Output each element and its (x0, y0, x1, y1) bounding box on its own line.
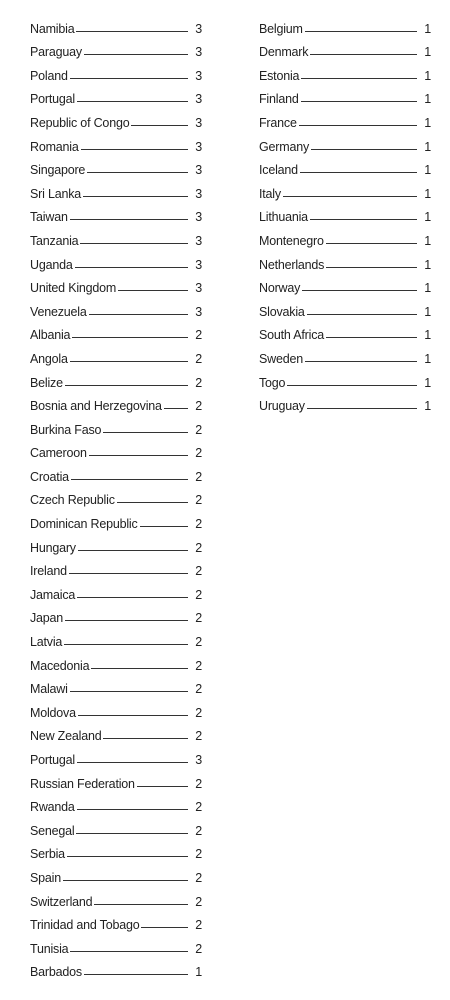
country-name: Slovakia (259, 304, 305, 319)
country-name: Serbia (30, 847, 65, 862)
country-count: 2 (195, 682, 202, 697)
leader-line (141, 927, 188, 928)
country-row (30, 248, 202, 272)
country-name: Angola (30, 351, 68, 366)
leader-line (77, 101, 188, 102)
country-name: Moldova (30, 705, 76, 720)
country-name: Barbados (30, 965, 82, 980)
leader-line (140, 526, 188, 527)
leader-line (81, 149, 188, 150)
leader-line (307, 408, 417, 409)
country-row (30, 956, 202, 980)
country-count: 1 (424, 399, 431, 414)
country-count: 1 (424, 304, 431, 319)
country-row (30, 36, 202, 60)
leader-line (77, 597, 188, 598)
country-count: 2 (195, 611, 202, 626)
leader-line (118, 290, 188, 291)
leader-line (103, 432, 188, 433)
country-row (30, 177, 202, 201)
leader-line (67, 856, 188, 857)
country-count: 2 (195, 375, 202, 390)
leader-line (77, 809, 188, 810)
leader-line (301, 78, 417, 79)
country-name: Sri Lanka (30, 186, 82, 201)
leader-line (70, 219, 188, 220)
leader-line (76, 833, 188, 834)
country-row (30, 106, 202, 130)
country-count: 2 (195, 587, 202, 602)
country-row (30, 342, 202, 366)
country-count: 2 (195, 446, 202, 461)
country-name: Tanzania (30, 233, 79, 248)
country-count: 2 (195, 422, 202, 437)
country-row (30, 649, 202, 673)
country-name: Taiwan (30, 210, 68, 225)
country-row (259, 154, 431, 178)
country-name: Russian Federation (30, 776, 135, 791)
leader-line (307, 314, 417, 315)
country-row (30, 390, 202, 414)
country-count: 2 (195, 399, 202, 414)
leader-line (78, 550, 188, 551)
country-name: Iceland (259, 163, 298, 178)
country-row (259, 390, 431, 414)
country-name: Senegal (30, 823, 75, 838)
country-name: Togo (259, 375, 286, 390)
country-name: Croatia (30, 469, 69, 484)
country-name: Belize (30, 375, 63, 390)
country-row (259, 248, 431, 272)
left-country-column (30, 12, 202, 979)
country-row (259, 366, 431, 390)
country-row (30, 838, 202, 862)
country-count: 1 (424, 139, 431, 154)
country-name: France (259, 115, 297, 130)
country-row (30, 83, 202, 107)
country-count: 1 (424, 21, 431, 36)
country-name: Cameroon (30, 446, 87, 461)
leader-line (103, 738, 188, 739)
leader-line (71, 479, 188, 480)
country-row (30, 861, 202, 885)
country-count: 2 (195, 847, 202, 862)
country-count: 1 (424, 68, 431, 83)
country-name: Czech Republic (30, 493, 115, 508)
leader-line (72, 337, 188, 338)
leader-line (69, 573, 188, 574)
leader-line (131, 125, 188, 126)
country-name: Estonia (259, 68, 300, 83)
country-name: Italy (259, 186, 281, 201)
leader-line (76, 31, 188, 32)
country-name: Sweden (259, 351, 303, 366)
leader-line (70, 78, 188, 79)
leader-line (311, 149, 417, 150)
country-name: Bosnia and Herzegovina (30, 399, 162, 414)
country-count: 2 (195, 469, 202, 484)
country-count: 1 (424, 257, 431, 272)
country-count: 2 (195, 705, 202, 720)
leader-line (63, 880, 188, 881)
leader-line (310, 54, 417, 55)
country-name: Tunisia (30, 941, 69, 956)
country-row (30, 154, 202, 178)
leader-line (326, 243, 417, 244)
country-row (30, 460, 202, 484)
country-count: 1 (424, 45, 431, 60)
country-name: Denmark (259, 45, 309, 60)
country-count: 2 (195, 870, 202, 885)
country-name: South Africa (259, 328, 325, 343)
country-name: New Zealand (30, 729, 102, 744)
country-name: Belgium (259, 21, 303, 36)
leader-line (84, 54, 188, 55)
country-row (30, 507, 202, 531)
country-name: Finland (259, 92, 299, 107)
leader-line (77, 762, 188, 763)
country-name: Ireland (30, 564, 67, 579)
country-count: 3 (195, 45, 202, 60)
leader-line (164, 408, 188, 409)
country-row (30, 437, 202, 461)
country-count: 1 (424, 328, 431, 343)
country-count: 2 (195, 493, 202, 508)
country-name: Jamaica (30, 587, 76, 602)
country-name: Macedonia (30, 658, 90, 673)
country-row (30, 12, 202, 36)
leader-line (65, 385, 188, 386)
country-row (259, 36, 431, 60)
country-row (259, 224, 431, 248)
country-name: Hungary (30, 540, 76, 555)
country-name: Republic of Congo (30, 115, 130, 130)
leader-line (83, 196, 188, 197)
country-row (30, 413, 202, 437)
country-count: 2 (195, 658, 202, 673)
leader-line (70, 691, 188, 692)
country-row (30, 602, 202, 626)
country-count: 1 (424, 281, 431, 296)
leader-line (87, 172, 188, 173)
country-count: 3 (195, 233, 202, 248)
country-name: Lithuania (259, 210, 308, 225)
country-name: Poland (30, 68, 68, 83)
leader-line (326, 337, 417, 338)
leader-line (64, 644, 188, 645)
leader-line (287, 385, 417, 386)
country-count: 1 (424, 351, 431, 366)
country-count: 1 (424, 210, 431, 225)
leader-line (84, 974, 188, 975)
country-count: 1 (424, 233, 431, 248)
leader-line (70, 951, 188, 952)
country-count: 3 (195, 21, 202, 36)
country-name: Switzerland (30, 894, 93, 909)
country-name: Rwanda (30, 800, 75, 815)
leader-line (89, 314, 188, 315)
leader-line (70, 361, 188, 362)
country-name: Norway (259, 281, 301, 296)
country-count: 2 (195, 729, 202, 744)
country-count: 3 (195, 753, 202, 767)
country-row (259, 201, 431, 225)
country-count: 2 (195, 564, 202, 579)
country-name: Portugal (30, 753, 75, 767)
country-name: United Kingdom (30, 281, 117, 296)
country-name: Germany (259, 139, 310, 154)
leader-line (301, 101, 417, 102)
country-row (30, 720, 202, 744)
country-count: 2 (195, 941, 202, 956)
country-row (30, 366, 202, 390)
leader-line (80, 243, 188, 244)
country-count: 1 (424, 186, 431, 201)
country-row (30, 767, 202, 791)
country-name: Japan (30, 611, 64, 626)
country-name: Singapore (30, 163, 86, 178)
country-count: 2 (195, 540, 202, 555)
country-count: 2 (195, 351, 202, 366)
country-row (30, 555, 202, 579)
country-row (30, 578, 202, 602)
leader-line (117, 502, 188, 503)
leader-line (305, 31, 417, 32)
country-count: 3 (195, 257, 202, 272)
country-count: 3 (195, 281, 202, 296)
country-row (30, 673, 202, 697)
leader-line (305, 361, 417, 362)
country-name: Spain (30, 870, 61, 885)
country-count: 3 (195, 304, 202, 319)
country-count: 1 (424, 115, 431, 130)
country-name: Montenegro (259, 233, 324, 248)
country-count: 3 (195, 186, 202, 201)
country-row (30, 743, 202, 767)
country-row (30, 319, 202, 343)
leader-line (137, 786, 188, 787)
country-row (259, 59, 431, 83)
leader-line (91, 668, 188, 669)
country-row (30, 791, 202, 815)
country-count: 2 (195, 328, 202, 343)
country-name: Uganda (30, 257, 73, 272)
country-row (30, 885, 202, 909)
country-count: 3 (195, 92, 202, 107)
country-row (30, 484, 202, 508)
leader-line (94, 904, 188, 905)
country-name: Burkina Faso (30, 422, 102, 437)
country-name: Dominican Republic (30, 517, 138, 532)
country-row (259, 295, 431, 319)
country-count: 2 (195, 918, 202, 933)
country-count: 2 (195, 800, 202, 815)
country-row (30, 130, 202, 154)
country-row (259, 342, 431, 366)
country-name: Malawi (30, 682, 68, 697)
country-row (259, 319, 431, 343)
leader-line (75, 267, 188, 268)
country-name: Netherlands (259, 257, 325, 272)
country-row (30, 909, 202, 933)
country-row (259, 106, 431, 130)
country-row (259, 272, 431, 296)
country-count: 1 (195, 965, 202, 980)
country-count: 3 (195, 139, 202, 154)
country-name: Latvia (30, 635, 63, 650)
country-row (30, 932, 202, 956)
country-count: 2 (195, 635, 202, 650)
country-row (30, 814, 202, 838)
country-row (259, 130, 431, 154)
country-name: Venezuela (30, 304, 87, 319)
leader-line (89, 455, 188, 456)
country-row (30, 272, 202, 296)
leader-line (310, 219, 417, 220)
leader-line (299, 125, 417, 126)
country-row (259, 177, 431, 201)
country-name: Trinidad and Tobago (30, 918, 140, 933)
country-row (30, 59, 202, 83)
country-row (30, 696, 202, 720)
country-count: 1 (424, 163, 431, 178)
country-count: 3 (195, 163, 202, 178)
leader-line (78, 715, 188, 716)
leader-line (65, 620, 188, 621)
leader-line (302, 290, 417, 291)
country-row (30, 201, 202, 225)
country-row (259, 83, 431, 107)
country-row (30, 625, 202, 649)
country-count: 3 (195, 210, 202, 225)
right-country-column (259, 12, 431, 413)
country-row (259, 12, 431, 36)
country-count: 2 (195, 823, 202, 838)
country-row (30, 295, 202, 319)
leader-line (300, 172, 417, 173)
country-count: 1 (424, 92, 431, 107)
country-count: 2 (195, 517, 202, 532)
country-row (30, 224, 202, 248)
country-name: Paraguay (30, 45, 82, 60)
country-name: Portugal (30, 92, 75, 107)
leader-line (326, 267, 417, 268)
country-name: Namibia (30, 21, 75, 36)
country-name: Uruguay (259, 399, 305, 414)
country-count: 3 (195, 68, 202, 83)
leader-line (283, 196, 417, 197)
country-count: 1 (424, 375, 431, 390)
country-name: Albania (30, 328, 71, 343)
country-row (30, 531, 202, 555)
country-name: Romania (30, 139, 79, 154)
country-count: 3 (195, 115, 202, 130)
country-count: 2 (195, 894, 202, 909)
country-count: 2 (195, 776, 202, 791)
